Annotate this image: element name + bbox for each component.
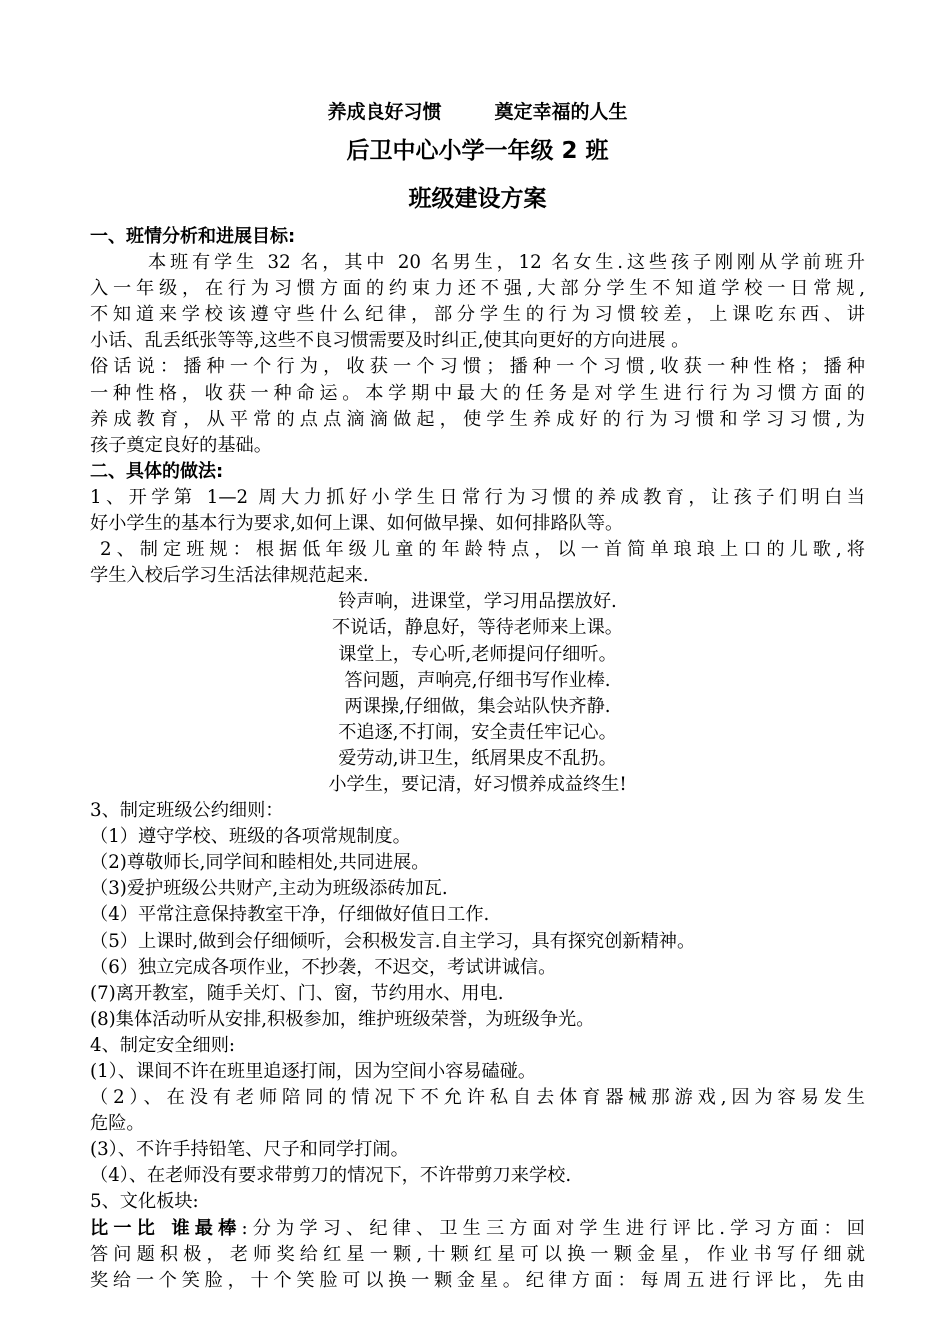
safety-item: （2）、在没有老师陪同的情况下不允许私自去体育器械那游戏,因为容易发生 (90, 1087, 865, 1109)
song-line: 小学生，要记清，好习惯养成益终生! (328, 773, 627, 795)
rule-item: (7)离开教室，随手关灯、门、窗，节约用水、用电. (90, 982, 504, 1004)
culture-line (90, 1216, 865, 1242)
culture-text: :分为学习、纪律、卫生三方面对学生进行评比.学习方面：回 (241, 1217, 865, 1239)
plan-title: 班级建设方案 (408, 186, 547, 212)
paragraph-line: 养成教育，从平常的点点滴滴做起，使学生养成好的行为习惯和学习习惯,为 (90, 408, 865, 430)
section2-heading: 二、具体的做法: (90, 460, 224, 482)
paragraph-line: 俗话说：播种一个行为，收获一个习惯；播种一个习惯,收获一种性格；播种 (90, 356, 865, 378)
rule-item: （3)爱护班级公共财产,主动为班级添砖加瓦. (90, 878, 448, 900)
document-body (90, 224, 865, 1294)
song-line: 不说话，静息好，等待老师来上课。 (331, 617, 623, 639)
culture-line: 奖给一个笑脸，十个笑脸可以换一颗金星。纪律方面：每周五进行评比，先由 (90, 1269, 865, 1291)
safety-item: (1）、课间不许在班里追逐打闹，因为空间小容易磕碰。 (90, 1061, 537, 1082)
safety-item: (3）、不许手持铅笔、尺子和同学打闹。 (90, 1139, 409, 1161)
culture-title: 5、文化板块: (90, 1191, 199, 1213)
song-line: 答问题，声响亮,仔细书写作业棒. (344, 669, 611, 691)
safety-item: 危险。 (90, 1113, 145, 1135)
paragraph-line: 孩子奠定良好的基础。 (90, 434, 272, 456)
rule-item: （1）遵守学校、班级的各项常规制度。 (90, 826, 411, 848)
paragraph-line: 1、开学第 1—2 周大力抓好小学生日常行为习惯的养成教育，让孩子们明白当 (90, 486, 865, 508)
rule-item: （4）平常注意保持教室干净，仔细做好值日工作. (90, 904, 490, 926)
safety-item: （4）、在老师没有要求带剪刀的情况下，不许带剪刀来学校. (90, 1165, 572, 1187)
school-class-title: 后卫中心小学一年级 2 班 (346, 138, 609, 164)
paragraph-line: 不知道来学校该遵守些什么纪律，部分学生的行为习惯较差，上课吃东西、讲 (90, 304, 865, 326)
song-line: 课堂上，专心听,老师提问仔细听。 (338, 643, 617, 665)
rule-item: （6）独立完成各项作业，不抄袭，不迟交，考试讲诚信。 (90, 956, 557, 978)
rule-item: （5）上课时,做到会仔细倾听，会积极发言.自主学习，具有探究创新精神。 (90, 930, 696, 952)
culture-line: 答问题积极，老师奖给红星一颗,十颗红星可以换一颗金星，作业书写仔细就 (90, 1243, 865, 1265)
paragraph-line: 本班有学生 32 名，其中 20 名男生，12 名女生.这些孩子刚刚从学前班升 (148, 252, 865, 274)
culture-bold-label: 比一比 谁最棒 (90, 1217, 242, 1239)
song-line: 铃声响，进课堂，学习用品摆放好. (338, 591, 617, 613)
paragraph-line: 一种性格，收获一种命运。本学期中最大的任务是对学生进行行为习惯方面的 (90, 382, 865, 404)
song-line: 不追逐,不打闹，安全责任牢记心。 (338, 721, 617, 743)
rule-item: （2)尊敬师长,同学间和睦相处,共同进展。 (90, 852, 430, 874)
song-line: 两课操,仔细做，集会站队快齐静. (344, 695, 611, 717)
rule-item: (8)集体活动听从安排,积极参加，维护班级荣誉，为班级争光。 (90, 1008, 595, 1030)
paragraph-line: 学生入校后学习生活法律规范起来. (90, 565, 369, 587)
section1-heading: 一、班情分析和进展目标: (90, 226, 296, 247)
safety-title: 4、制定安全细则: (90, 1034, 236, 1056)
paragraph-line: 入一年级，在行为习惯方面的约束力还不强,大部分学生不知道学校一日常规, (90, 278, 865, 300)
rules-title: 3、制定班级公约细则： (90, 800, 284, 822)
song-line: 爱劳动,讲卫生，纸屑果皮不乱扔。 (338, 747, 617, 769)
paragraph-line: 2、制定班规：根据低年级儿童的年龄特点，以一首简单琅琅上口的儿歌,将 (100, 539, 865, 561)
paragraph-line: 好小学生的基本行为要求,如何上课、如何做早操、如何排路队等。 (90, 513, 624, 535)
motto-line: 养成良好习惯 奠定幸福的人生 (327, 101, 628, 123)
paragraph-line: 小话、乱丢纸张等等,这些不良习惯需要及时纠正,使其向更好的方向进展 。 (90, 330, 690, 352)
